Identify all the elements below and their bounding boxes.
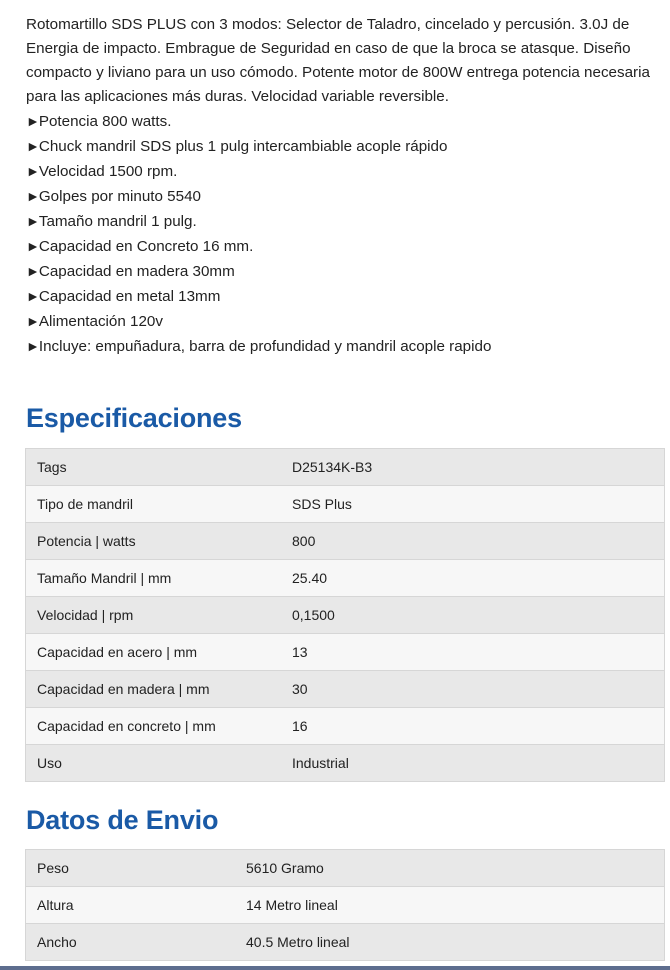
- spec-label: Capacidad en madera | mm: [26, 671, 282, 708]
- bullet-arrow-icon: ►: [26, 188, 39, 204]
- bullet-arrow-icon: ►: [26, 263, 39, 279]
- table-row: [26, 523, 665, 560]
- spec-value: 30: [281, 671, 665, 708]
- table-row: [26, 486, 665, 523]
- bullet-arrow-icon: ►: [26, 163, 39, 179]
- spec-value: 25.40: [281, 560, 665, 597]
- table-row: [26, 671, 665, 708]
- feature-item: [26, 184, 666, 209]
- feature-text: Capacidad en madera 30mm: [38, 263, 235, 280]
- feature-list: [26, 109, 666, 359]
- feature-item: [26, 259, 666, 284]
- table-row: [26, 449, 665, 486]
- spec-label: Tamaño Mandril | mm: [26, 560, 282, 597]
- table-row: [26, 634, 665, 671]
- shipping-value: 40.5 Metro lineal: [235, 924, 665, 961]
- feature-text: Velocidad 1500 rpm.: [38, 163, 178, 180]
- feature-item: [26, 309, 666, 334]
- spec-value: 13: [281, 634, 665, 671]
- table-row: [26, 597, 665, 634]
- feature-item: [26, 334, 666, 359]
- bullet-arrow-icon: ►: [26, 288, 39, 304]
- shipping-label: Peso: [26, 850, 236, 887]
- spec-label: Capacidad en acero | mm: [26, 634, 282, 671]
- bullet-arrow-icon: ►: [26, 113, 39, 129]
- feature-text: Tamaño mandril 1 pulg.: [38, 213, 197, 230]
- shipping-table: [25, 849, 665, 961]
- feature-text: Capacidad en Concreto 16 mm.: [38, 238, 254, 255]
- feature-text: Capacidad en metal 13mm: [38, 288, 221, 305]
- spec-value: 800: [281, 523, 665, 560]
- feature-text: Chuck mandril SDS plus 1 pulg intercambiable acople rápido: [38, 138, 448, 155]
- shipping-label: Altura: [26, 887, 236, 924]
- table-row: [26, 850, 665, 887]
- bullet-arrow-icon: ►: [26, 138, 39, 154]
- spec-label: Capacidad en concreto | mm: [26, 708, 282, 745]
- feature-text: Alimentación 120v: [38, 313, 163, 330]
- bullet-arrow-icon: ►: [26, 338, 39, 354]
- feature-item: [26, 209, 666, 234]
- specifications-heading: Especificaciones: [26, 403, 242, 433]
- shipping-heading: Datos de Envio: [26, 805, 219, 835]
- spec-label: Tipo de mandril: [26, 486, 282, 523]
- spec-label: Tags: [26, 449, 282, 486]
- shipping-value: 14 Metro lineal: [235, 887, 665, 924]
- shipping-label: Ancho: [26, 924, 236, 961]
- bullet-arrow-icon: ►: [26, 238, 39, 254]
- feature-text: Golpes por minuto 5540: [38, 188, 201, 205]
- bullet-arrow-icon: ►: [26, 213, 39, 229]
- spec-value: 0,1500: [281, 597, 665, 634]
- feature-text: Potencia 800 watts.: [38, 113, 172, 130]
- spec-label: Velocidad | rpm: [26, 597, 282, 634]
- table-row: [26, 924, 665, 961]
- feature-item: [26, 159, 666, 184]
- spec-value: SDS Plus: [281, 486, 665, 523]
- bullet-arrow-icon: ►: [26, 313, 39, 329]
- feature-item: [26, 234, 666, 259]
- table-row: [26, 745, 665, 782]
- bottom-bar: [0, 966, 670, 970]
- spec-label: Uso: [26, 745, 282, 782]
- spec-value: D25134K-B3: [281, 449, 665, 486]
- spec-label: Potencia | watts: [26, 523, 282, 560]
- specifications-table: [25, 448, 665, 782]
- shipping-value: 5610 Gramo: [235, 850, 665, 887]
- feature-item: [26, 109, 666, 134]
- table-row: [26, 560, 665, 597]
- feature-item: [26, 284, 666, 309]
- table-row: [26, 708, 665, 745]
- spec-value: 16: [281, 708, 665, 745]
- feature-text: Incluye: empuñadura, barra de profundidad y mandril acople rapido: [38, 338, 492, 355]
- spec-value: Industrial: [281, 745, 665, 782]
- table-row: [26, 887, 665, 924]
- product-description: [26, 13, 666, 359]
- feature-item: [26, 134, 666, 159]
- description-paragraph: Rotomartillo SDS PLUS con 3 modos: Selector de Taladro, cincelado y percusión. 3.0J de Energia de impacto. Embrague de Seguridad en caso de que la broca se atasque. Diseño compacto y liviano para un uso cómodo. Potente motor de 800W entrega potencia necesaria para las aplicaciones más duras. Velocidad variable reversible.: [26, 16, 650, 105]
